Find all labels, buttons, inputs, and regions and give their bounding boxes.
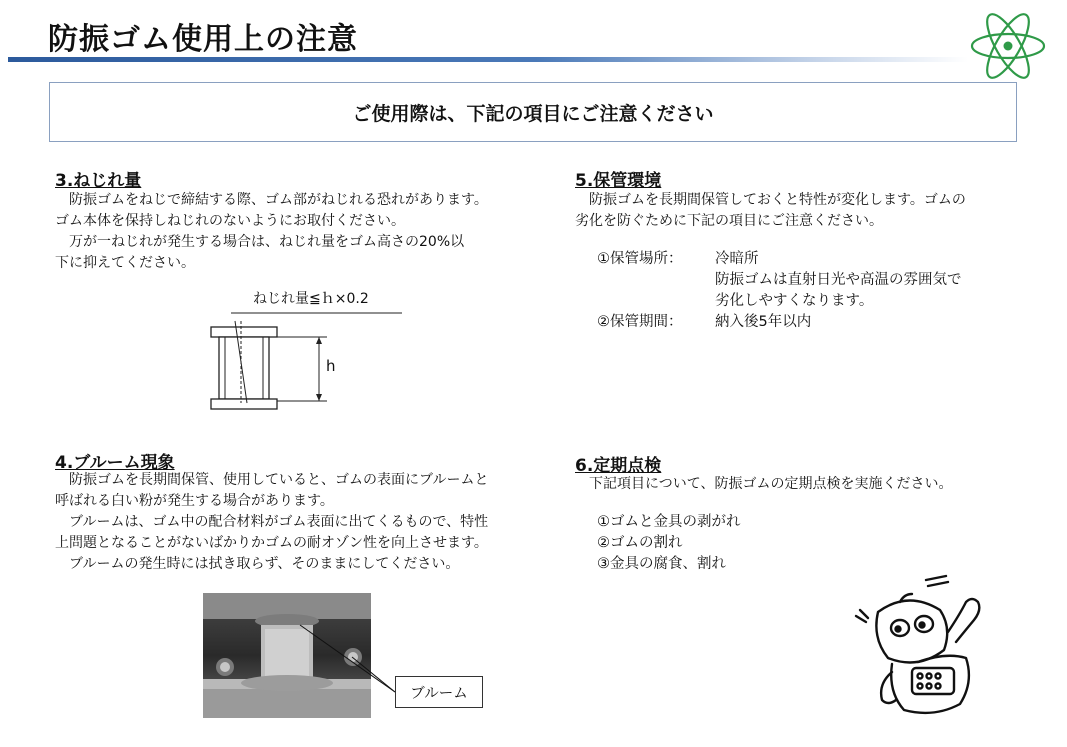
notice-box [49, 82, 1017, 142]
storage-place-row [597, 249, 1017, 270]
list-item: ②ゴムの割れ [597, 535, 683, 551]
text-line: 下に抑えてください。 [55, 255, 195, 271]
text-line: 呼ばれる白い粉が発生する場合があります。 [55, 493, 334, 509]
height-label: h [326, 357, 336, 375]
storage-conditions [597, 249, 1017, 333]
text-line: 劣化を防ぐために下記の項目にご注意ください。 [575, 213, 883, 229]
bloom-photo [203, 593, 371, 718]
storage-place-key: ①保管場所： [597, 251, 683, 267]
section-heading-inspection: 6.定期点検 [575, 456, 662, 476]
notice-text: ご使用際は、下記の項目にご注意ください [352, 102, 714, 125]
storage-place-note-row [597, 270, 1017, 291]
storage-place-note: 劣化しやすくなります。 [715, 293, 874, 309]
storage-period-key: ②保管期間： [597, 314, 683, 330]
bloom-callout-label: ブルーム [395, 676, 483, 708]
text-line: ブルームは、ゴム中の配合材料がゴム表面に出てくるもので、特性 [55, 514, 489, 530]
storage-period-value: 納入後5年以内 [715, 314, 812, 330]
text-line: 万が一ねじれが発生する場合は、ねじれ量をゴム高さの20%以 [55, 234, 465, 250]
twist-diagram [205, 283, 410, 413]
storage-description [575, 190, 1015, 232]
section-heading-twist: 3.ねじれ量 [55, 171, 142, 191]
list-item: ③金具の腐食、割れ [597, 556, 726, 572]
section-heading-bloom: 4.ブルーム現象 [55, 453, 175, 473]
text-line: 上問題となることがないばかりかゴムの耐オゾン性を向上させます。 [55, 535, 488, 551]
storage-period-row [597, 312, 1017, 333]
section-heading-storage: 5.保管環境 [575, 171, 662, 191]
title-underline [8, 57, 968, 62]
text-line: ゴム本体を保持しねじれのないようにお取付ください。 [55, 213, 405, 229]
text-line: 防振ゴムを長期間保管、使用していると、ゴムの表面にブルームと [55, 472, 489, 488]
text-line: 防振ゴムを長期間保管しておくと特性が変化します。ゴムの [575, 192, 966, 208]
bloom-description [55, 470, 535, 575]
text-line: 防振ゴムをねじで締結する際、ゴム部がねじれる恐れがあります。 [55, 192, 488, 208]
list-item: ①ゴムと金具の剥がれ [597, 514, 741, 530]
inspection-intro: 下記項目について、防振ゴムの定期点検を実施ください。 [575, 476, 953, 492]
twist-description [55, 190, 525, 274]
storage-place-value: 冷暗所 [715, 251, 759, 267]
storage-place-note-row [597, 291, 1017, 312]
storage-place-note: 防振ゴムは直射日光や高温の雰囲気で [715, 272, 962, 288]
robot-mascot-icon [848, 572, 998, 722]
twist-formula: ねじれ量≦ｈ×0.2 [253, 291, 369, 307]
atom-logo-icon [968, 8, 1048, 84]
page-title: 防振ゴム使用上の注意 [48, 22, 358, 57]
inspection-list [597, 512, 741, 575]
text-line: ブルームの発生時には拭き取らず、そのままにしてください。 [55, 556, 460, 572]
